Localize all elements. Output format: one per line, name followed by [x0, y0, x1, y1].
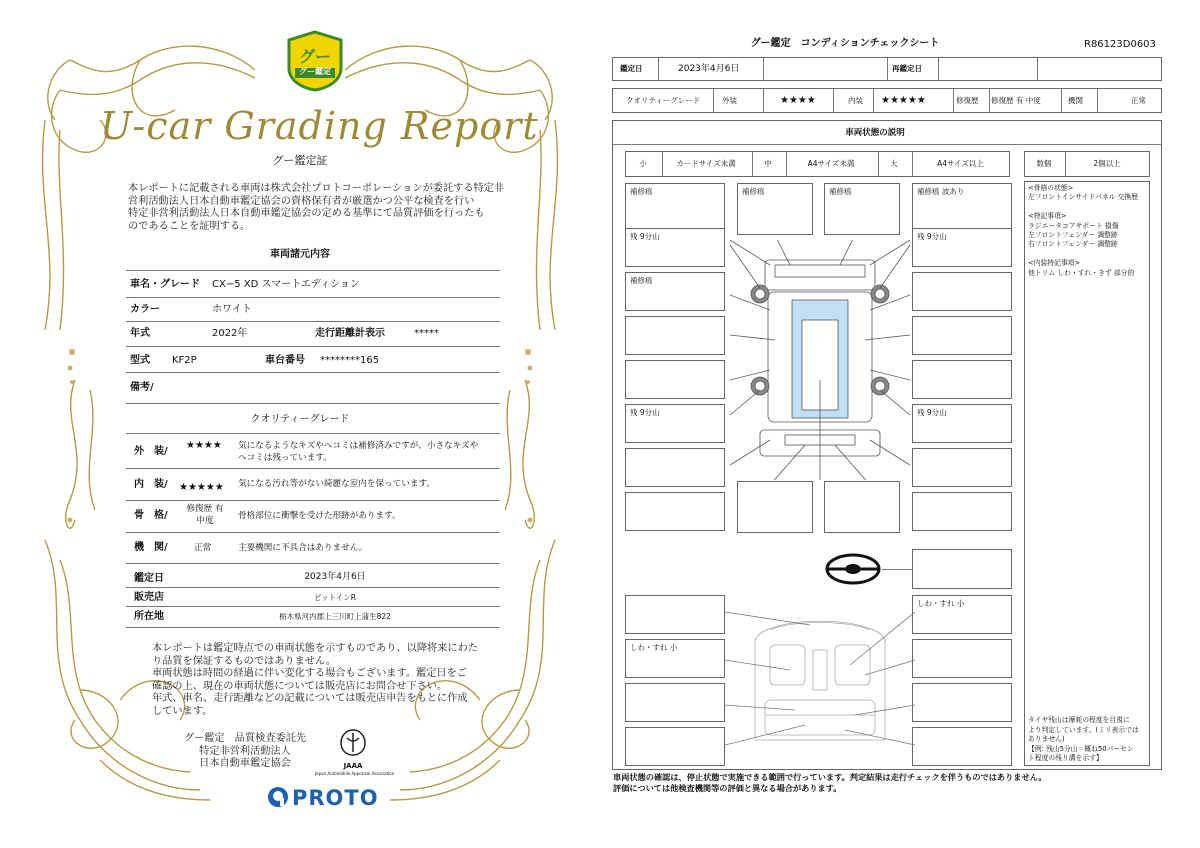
cell-divider — [833, 89, 834, 112]
cell-divider — [1061, 89, 1062, 112]
box-text: しわ・すれ 小 — [917, 599, 965, 608]
divider — [126, 403, 500, 404]
box-text — [913, 317, 1011, 323]
box-text: 補修痕 波あり — [917, 187, 965, 196]
spec-name-label: 車名・グレード — [130, 279, 200, 290]
box-text — [626, 361, 724, 367]
interior-box-left — [625, 683, 725, 722]
note-line: <特記事項> — [1028, 212, 1067, 221]
damage-box-left — [625, 228, 725, 267]
box-text — [626, 449, 724, 455]
jaaa-text: JAAA — [343, 762, 363, 770]
damage-box-right — [912, 272, 1012, 311]
divider — [126, 627, 500, 628]
note-line: 左フロントインサイドパネル 交換歴 — [1028, 193, 1138, 202]
grade-line: 修復歴 有 — [186, 504, 224, 514]
intro-line: 本レポートに記載される車両は株式会社プロトコーポレーションが委託する特定非 — [128, 183, 505, 194]
intro-line: 特定非営利活動法人日本自動車鑑定協会の定める基準にて品質評価を行ったも — [128, 208, 485, 220]
tire-note-line: 【例: 残山5分山＝概ね50パーセン — [1028, 744, 1134, 753]
note-line: <骨格の状態> — [1028, 184, 1074, 192]
interior-box-left — [625, 639, 725, 678]
tire-note-line: ありません) — [1028, 735, 1065, 744]
quality-comment-interior: 気になる汚れ等がない綺麗な室内を保っています。 — [238, 479, 435, 489]
box-text: 残 9分山 — [917, 232, 947, 241]
spec-model-label: 型式 — [130, 355, 150, 366]
divider — [126, 606, 500, 607]
steering-wheel-icon — [825, 553, 881, 585]
damage-box-steering — [912, 549, 1012, 589]
int-label: 内装 — [848, 96, 863, 105]
footer-line: 車両状態の確認は、停止状態で実施できる範囲で行っています。判定結果は走行チェックを伴うものではありません。 — [613, 772, 1047, 782]
quality-label-engine: 機 関/ — [134, 542, 168, 553]
quality-grade-engine: 正常 — [194, 543, 212, 553]
date-value: 2023年4月6日 — [678, 64, 740, 74]
int-value: ★★★★★ — [881, 95, 926, 106]
count-label: 数個 — [1036, 159, 1052, 168]
cell-divider — [763, 58, 764, 80]
damage-box-right — [912, 316, 1012, 355]
report-title: U-car Grading Report — [100, 104, 539, 148]
spec-year-value: 2022年 — [212, 328, 248, 339]
damage-box-right — [912, 404, 1012, 443]
quality-label-frame: 骨 格/ — [134, 510, 168, 521]
footer-line: 評価については他検査機関等の評価と異なる場合があります。 — [613, 783, 842, 793]
box-text: 補修痕 — [829, 187, 852, 196]
tire-note-line: タイヤ残山は摩耗の程度を目視に — [1028, 716, 1130, 724]
footer-line: 日本自動車鑑定協会 — [199, 758, 291, 770]
goo-kantei-logo — [285, 30, 345, 92]
box-text: 残 9分山 — [917, 408, 947, 417]
damage-box-right — [912, 360, 1012, 399]
tire-note-line: ト程度の残り溝を示す】 — [1028, 754, 1103, 763]
quality-label-exterior: 外 装/ — [134, 446, 168, 457]
notice-line: 年式、車名、走行距離などの記載については販売店申告をもとに作成 — [152, 693, 468, 705]
legend-small-desc: カードサイズ未満 — [676, 159, 736, 168]
quality-comment-exterior — [238, 440, 478, 464]
quality-comment-engine: 主要機関に不具合はありません。 — [238, 543, 368, 553]
jaaa-sub: Japan Automobile Appraisal Association — [315, 771, 395, 776]
box-text — [626, 728, 724, 734]
interior-box-left — [625, 727, 725, 766]
note-line — [1028, 250, 1150, 259]
divider — [126, 346, 500, 347]
divider — [126, 532, 500, 533]
spec-mileage-label: 走行距離計表示 — [315, 328, 385, 339]
cell-divider — [989, 89, 990, 112]
box-text — [913, 361, 1011, 367]
damage-box-bottom — [824, 481, 900, 533]
box-text: 残 9分山 — [630, 232, 660, 241]
tire-note-line: より判定しています。(ミリ表示では — [1028, 725, 1139, 734]
box-text — [626, 596, 724, 602]
intro-line: のであることを証明する。 — [128, 220, 251, 232]
note-line: 左フロントフェンダー 調整跡 — [1028, 231, 1118, 240]
count-value: 2個以上 — [1093, 159, 1121, 168]
notice-line: 車両状態は時間の経過に伴い変化する場合もございます。鑑定日をご — [152, 668, 467, 680]
cell-divider — [873, 89, 874, 112]
divider — [126, 500, 500, 501]
cell-divider — [1037, 58, 1038, 80]
divider — [126, 270, 500, 271]
proto-logo: PROTO — [292, 786, 379, 810]
legend-small: 小 — [639, 159, 647, 168]
damage-box-left — [625, 272, 725, 311]
cert-subtitle: グー鑑定証 — [272, 154, 328, 167]
damage-box-left — [625, 492, 725, 531]
qg-label: クオリティーグレード — [626, 96, 701, 105]
box-text — [626, 684, 724, 690]
damage-box-left — [625, 404, 725, 443]
spec-model-value: KF2P — [172, 355, 197, 366]
divider — [126, 372, 500, 373]
box-text: 補修痕 — [630, 276, 653, 285]
notice-line: 確認の上、現在の車両状態については販売店にお問合せ下さい。 — [152, 680, 448, 692]
shop-value: ピットインR — [313, 593, 357, 602]
note-line — [1028, 203, 1150, 212]
spec-chassis-label: 車台番号 — [265, 355, 305, 366]
note-line: 他トリム しわ・すれ・きず 部分的 — [1028, 268, 1135, 277]
divider — [126, 433, 500, 434]
leader-line — [882, 569, 912, 570]
ext-label: 外装 — [722, 96, 737, 105]
interior-box-right — [912, 727, 1012, 766]
spec-remarks-label: 備考/ — [130, 382, 154, 393]
box-text: 補修痕 — [742, 187, 765, 196]
appraisal-date-label: 鑑定日 — [134, 573, 164, 584]
box-text — [913, 273, 1011, 279]
spec-name-value: CX−5 XD スマートエディション — [212, 279, 360, 290]
divider — [126, 468, 500, 469]
footer-association — [175, 733, 315, 771]
spec-mileage-value: ***** — [414, 328, 439, 339]
notes-text — [1028, 184, 1150, 278]
notice-line: り品質を保証するものではありません。 — [152, 655, 336, 667]
damage-box-right — [912, 448, 1012, 487]
cell-divider — [938, 58, 939, 80]
divider — [126, 587, 500, 588]
engine-value: 正常 — [1131, 96, 1146, 105]
logo-caption: グー鑑定 — [299, 67, 331, 76]
box-text — [913, 728, 1011, 734]
notice-line: しています。 — [152, 705, 213, 717]
note-line: ラジエータコアサポート 損傷 — [1028, 221, 1119, 230]
address-value: 栃木県河内郡上三川町上蒲生822 — [279, 612, 391, 621]
tire-note — [1028, 716, 1150, 764]
sheet-title: グー鑑定 コンディションチェックシート — [750, 38, 940, 49]
box-text — [913, 640, 1011, 646]
damage-box-left — [625, 360, 725, 399]
box-text — [913, 493, 1011, 499]
quality-grade-frame — [180, 503, 230, 527]
spec-chassis-value: ********165 — [320, 355, 380, 366]
intro-text — [128, 183, 508, 233]
quality-comment-frame: 骨格部位に衝撃を受けた形跡があります。 — [238, 511, 401, 521]
sheet-footer — [613, 772, 1047, 794]
svg-text:グー: グー — [298, 47, 332, 66]
intro-line: 営利活動法人日本自動車鑑定協会の資格保有者が厳選かつ公平な検査を行い — [128, 195, 475, 207]
legend-medium: 中 — [764, 159, 772, 168]
jaaa-logo-icon — [338, 728, 368, 762]
divider — [126, 563, 500, 564]
legend-large: 大 — [890, 159, 898, 168]
note-line: <内装特記事項> — [1028, 259, 1081, 268]
footer-line: グー鑑定 品質検査委託先 — [183, 733, 307, 744]
condition-sheet — [600, 0, 1200, 848]
divider — [126, 321, 500, 322]
engine-label: 機関 — [1068, 96, 1083, 105]
box-text — [913, 449, 1011, 455]
divider — [126, 297, 500, 298]
box-text: 補修痕 — [630, 187, 653, 196]
damage-box-left — [625, 448, 725, 487]
notice-text — [152, 643, 492, 719]
spec-heading: 車両諸元内容 — [270, 249, 330, 260]
address-label: 所在地 — [134, 611, 164, 622]
spec-color-label: カラー — [130, 304, 160, 315]
ext-value: ★★★★ — [780, 95, 816, 106]
shop-label: 販売店 — [134, 592, 164, 603]
sheet-doc-id: R86123D0603 — [1084, 39, 1156, 50]
box-text — [626, 317, 724, 323]
cell-divider — [1097, 89, 1098, 112]
cell-divider — [713, 89, 714, 112]
quality-label-interior: 内 装/ — [134, 479, 168, 490]
state-heading: 車両状態の説明 — [845, 128, 905, 138]
legend-large-desc: A4サイズ以上 — [937, 159, 984, 168]
damage-box-top — [824, 183, 900, 235]
car-exterior-diagram — [730, 240, 910, 480]
box-text: 残 9分山 — [630, 408, 660, 417]
car-interior-diagram — [725, 600, 915, 760]
repair-value: 修復歴 有 中度 — [991, 96, 1041, 105]
cell-divider — [763, 89, 764, 112]
grade-line: 中度 — [196, 516, 214, 526]
redate-label: 再鑑定日 — [892, 64, 922, 73]
box-text — [626, 493, 724, 499]
damage-box-top — [737, 183, 813, 235]
interior-box-right — [912, 595, 1012, 634]
proto-logo-icon — [266, 785, 290, 809]
comment-line: ヘコミは残っています。 — [238, 453, 332, 463]
cell-divider — [658, 58, 659, 80]
interior-box-right — [912, 683, 1012, 722]
footer-line: 特定非営利活動法人 — [199, 745, 291, 757]
date-label: 鑑定日 — [620, 64, 643, 73]
quality-grade-interior: ★★★★★ — [179, 482, 224, 493]
cell-divider — [953, 89, 954, 112]
cell-divider — [887, 58, 888, 80]
interior-box-right — [912, 639, 1012, 678]
box-text — [913, 684, 1011, 690]
damage-box-right — [912, 492, 1012, 531]
box-text: しわ・すれ 小 — [630, 643, 678, 652]
damage-box-right — [912, 228, 1012, 267]
comment-line: 気になるようなキズやヘコミは補修済みですが、小さなキズや — [238, 441, 479, 451]
quality-heading: クオリティーグレード — [250, 414, 350, 425]
repair-label: 修復歴 — [956, 96, 979, 105]
divider — [612, 144, 1162, 145]
spec-year-label: 年式 — [130, 328, 150, 339]
spec-color-value: ホワイト — [212, 304, 252, 315]
note-line: 右フロントフェンダー 調整跡 — [1028, 240, 1118, 249]
legend-medium-desc: A4サイズ未満 — [807, 159, 855, 168]
damage-box-bottom — [737, 481, 813, 533]
interior-box-left — [625, 595, 725, 634]
damage-box-left — [625, 316, 725, 355]
notice-line: 本レポートは鑑定時点での車両状態を示すものであり、以降将来にわた — [152, 643, 478, 654]
appraisal-date-value: 2023年4月6日 — [304, 572, 366, 582]
quality-grade-exterior: ★★★★ — [186, 440, 222, 451]
